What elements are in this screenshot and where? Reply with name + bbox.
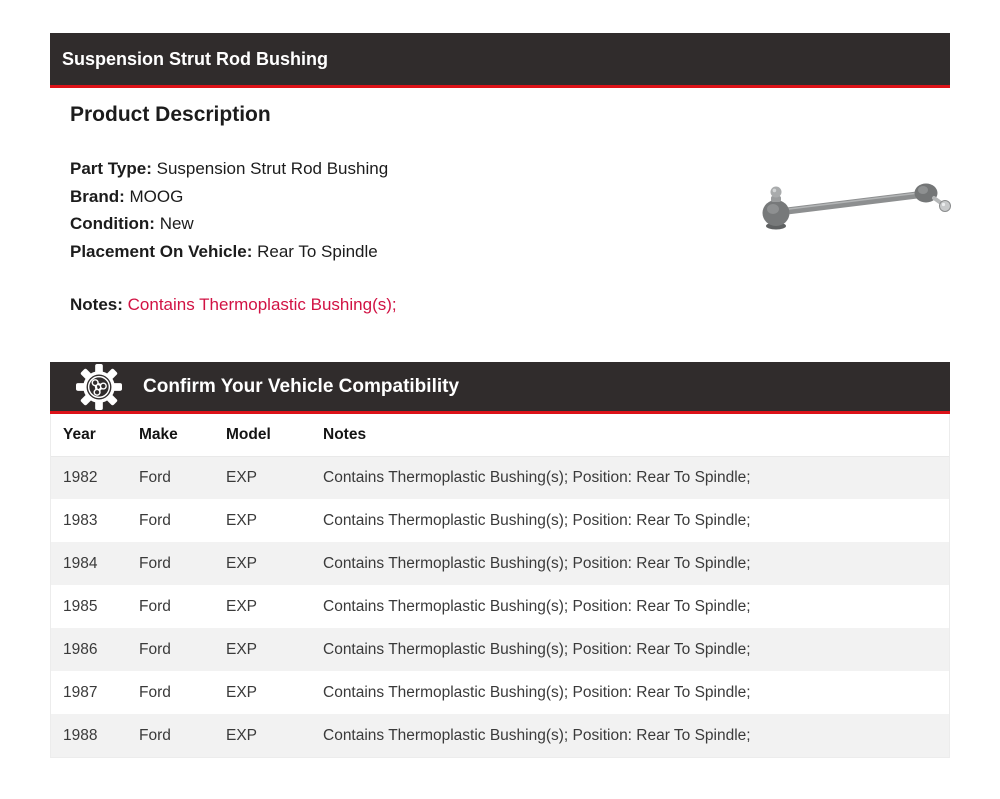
sway-bar-link-photo: [745, 174, 960, 239]
cell-notes: Contains Thermoplastic Bushing(s); Position: Rear To Spindle;: [323, 554, 751, 572]
cell-model: EXP: [226, 554, 258, 572]
cell-year: 1985: [63, 597, 98, 615]
column-header-make: Make: [127, 414, 214, 456]
compat-table-body: [51, 456, 949, 757]
table-row: [51, 585, 949, 628]
cell-model: EXP: [226, 468, 258, 486]
cell-notes: Contains Thermoplastic Bushing(s); Position: Rear To Spindle;: [323, 726, 751, 744]
cell-year: 1988: [63, 726, 98, 744]
field-value: Rear To Spindle: [257, 241, 378, 261]
cell-make: Ford: [139, 640, 171, 658]
table-row: [51, 499, 949, 542]
product-description-section: [50, 102, 950, 316]
gear-linkage-icon: [76, 364, 122, 410]
description-heading: Product Description: [70, 103, 271, 126]
cell-year: 1987: [63, 683, 98, 701]
column-header-year: Year: [51, 414, 127, 456]
notes-line: [70, 294, 930, 316]
field-placement: [70, 238, 930, 266]
cell-make: Ford: [139, 726, 171, 744]
cell-notes: Contains Thermoplastic Bushing(s); Position: Rear To Spindle;: [323, 511, 751, 529]
cell-notes: Contains Thermoplastic Bushing(s); Position: Rear To Spindle;: [323, 468, 751, 486]
compatibility-table-container: [50, 414, 950, 758]
product-title-bar: [50, 33, 950, 88]
cell-year: 1982: [63, 468, 98, 486]
cell-make: Ford: [139, 597, 171, 615]
field-label: Brand:: [70, 186, 125, 206]
cell-make: Ford: [139, 468, 171, 486]
compatibility-table: [51, 414, 949, 757]
notes-label: Notes:: [70, 295, 123, 314]
column-header-notes: Notes: [311, 414, 949, 456]
cell-model: EXP: [226, 726, 258, 744]
cell-notes: Contains Thermoplastic Bushing(s); Position: Rear To Spindle;: [323, 597, 751, 615]
table-row: [51, 628, 949, 671]
cell-model: EXP: [226, 683, 258, 701]
table-row: [51, 542, 949, 585]
cell-year: 1983: [63, 511, 98, 529]
field-label: Condition:: [70, 214, 155, 233]
product-title: Suspension Strut Rod Bushing: [62, 48, 328, 69]
notes-value: Contains Thermoplastic Bushing(s);: [127, 295, 397, 314]
field-label: Placement On Vehicle:: [70, 241, 253, 261]
cell-model: EXP: [226, 511, 258, 529]
field-value: New: [159, 214, 194, 233]
cell-notes: Contains Thermoplastic Bushing(s); Position: Rear To Spindle;: [323, 683, 751, 701]
cell-notes: Contains Thermoplastic Bushing(s); Position: Rear To Spindle;: [323, 640, 751, 658]
compat-table-header: [51, 414, 949, 456]
field-value: Suspension Strut Rod Bushing: [156, 159, 389, 178]
table-row: [51, 671, 949, 714]
cell-year: 1984: [63, 554, 98, 572]
field-value: MOOG: [129, 186, 184, 206]
compatibility-title: Confirm Your Vehicle Compatibility: [143, 375, 460, 397]
table-row: [51, 714, 949, 757]
column-header-model: Model: [214, 414, 311, 456]
compatibility-title-bar: [50, 362, 950, 414]
listing-page: [50, 0, 950, 758]
cell-make: Ford: [139, 683, 171, 701]
cell-model: EXP: [226, 640, 258, 658]
cell-make: Ford: [139, 554, 171, 572]
cell-year: 1986: [63, 640, 98, 658]
field-label: Part Type:: [70, 159, 152, 178]
cell-model: EXP: [226, 597, 258, 615]
table-row: [51, 456, 949, 499]
cell-make: Ford: [139, 511, 171, 529]
